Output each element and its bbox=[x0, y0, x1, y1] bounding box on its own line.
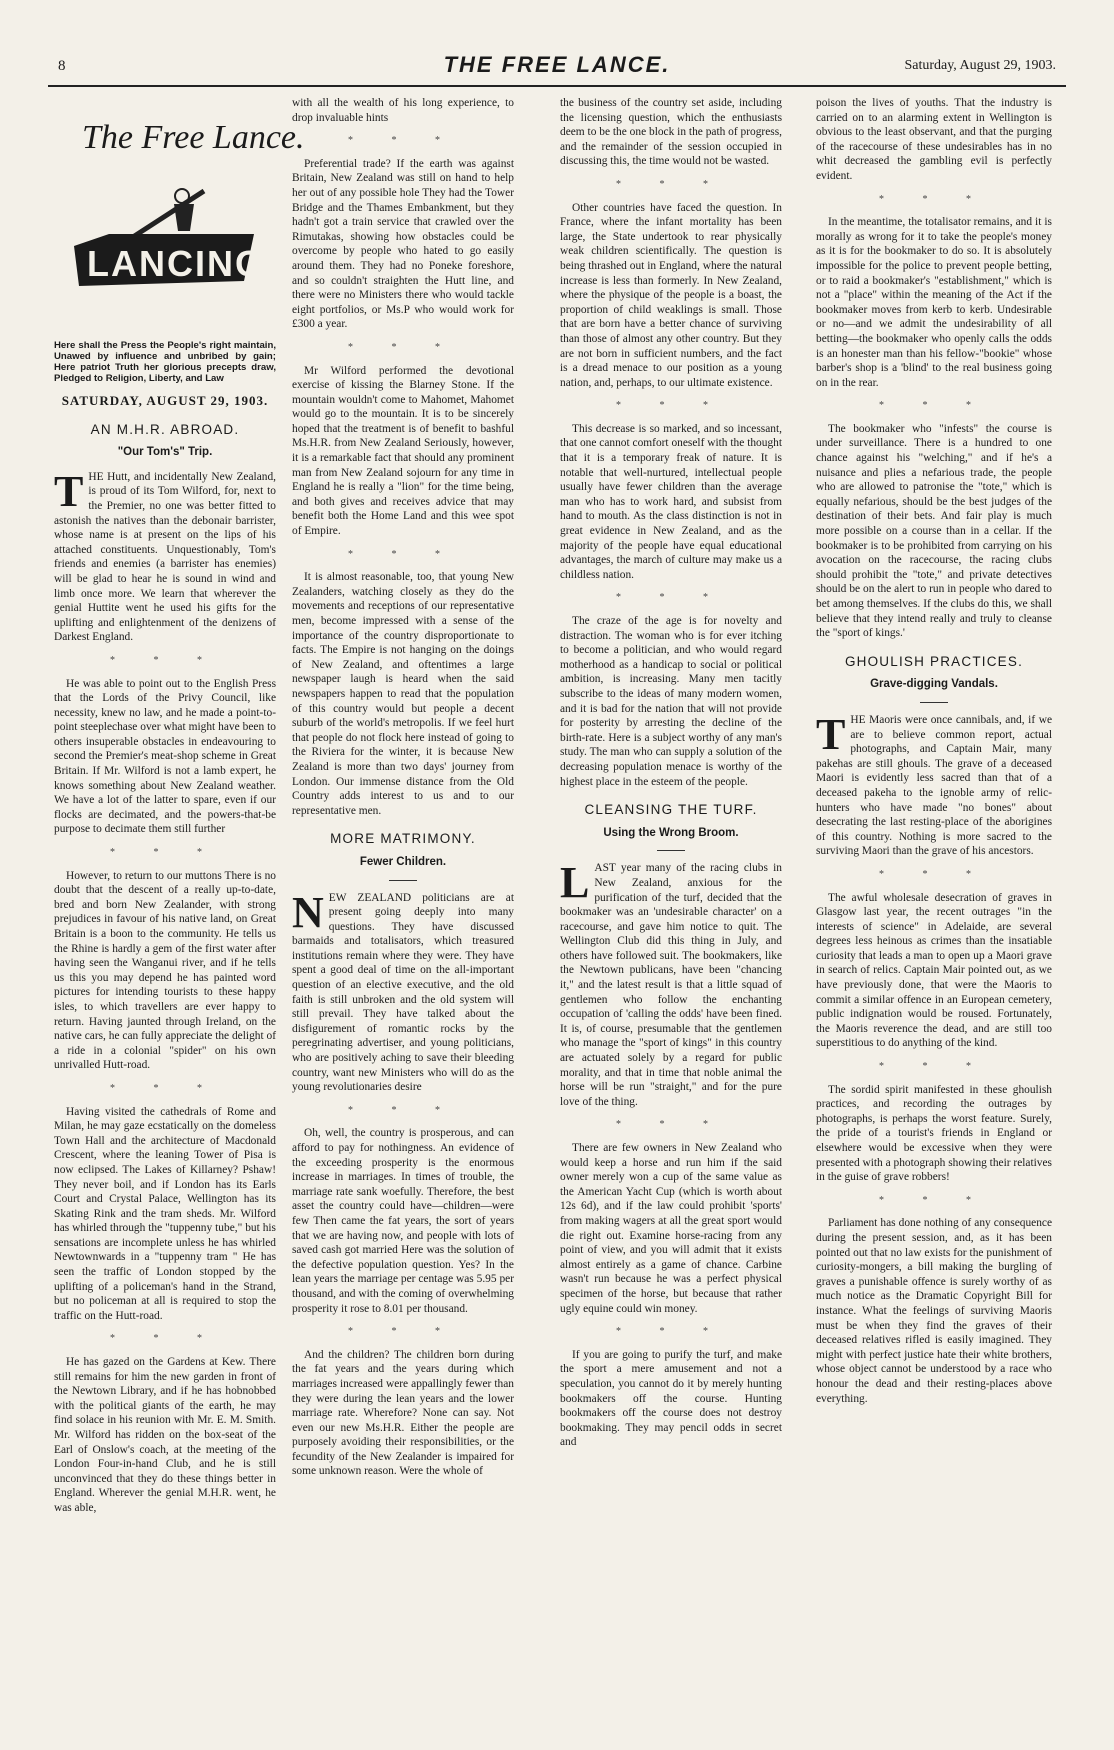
article-paragraph: The sordid spirit manifested in these ghoulish practices, and recording the outrages by photographs, is perhaps the worst feature. Surely, the pride of a tourist's friends in England or elsewhere would be excessive when they were presented with a photograph showing their relatives in the guise of grave robbers! bbox=[816, 1083, 1052, 1184]
separator-stars: * * * bbox=[348, 135, 458, 147]
issue-dateline: SATURDAY, AUGUST 29, 1903. bbox=[61, 393, 269, 408]
article-paragraph: And the children? The children born during the fat years and the years during which marriages increased were appallingly fewer than they were during the lean years and the lower marriage rate. Wherefore? None can say. Not even our new Ms.H.R. Either the people are purposely avoiding their responsibilities, or the fecundity of the New Zealander is impaired for some unknown reason. Were the whole of bbox=[292, 1348, 514, 1478]
separator-stars: * * * bbox=[348, 341, 458, 353]
separator-stars: * * * bbox=[110, 654, 220, 666]
separator-stars: * * * bbox=[616, 1326, 726, 1338]
separator-stars: * * * bbox=[110, 1082, 220, 1094]
article-paragraph: with all the wealth of his long experience, to drop invaluable hints bbox=[292, 97, 514, 124]
drop-cap: N bbox=[292, 887, 324, 937]
column-1 bbox=[54, 96, 305, 1525]
article-paragraph: Having visited the cathedrals of Rome and Milan, he may gaze ecstatically on the domeless Town Hall and the architecture of Macdonald Crescent, where the leaning Tower of Pisa is now eclipsed. The Lakes of Killarney? Pshaw! They never boil, and if London has its Earls Court and Crystal Palace, Wellington has its Skating Rink and the tram sheds. Mr. Wilford has whirled through the "tuppenny tube," but his sensations are incomplete unless he has whirled Newtownwards in a "tuppenny tram " He has seen the traffic of London stopped by the uplifting of a policeman's hand in the Strand, but no policeman at all is required to stop the traffic on the Hutt-road. bbox=[54, 1105, 276, 1322]
article-title: MORE MATRIMONY. bbox=[330, 831, 476, 847]
header-rule bbox=[48, 85, 1066, 87]
separator-stars: * * * bbox=[348, 1104, 458, 1116]
article-paragraph: However, to return to our muttons There is no doubt that the descent of a really up-to-date, bred and born New Zealander, with strong prejudices in favour of his native land, on Great Britain is a boon to the community. He tells us the Rhine is hardly a gem of the first water after having seen the Wanganui river, and if he tells us this you may depend he has painted word pictures for intending tourists to these happy isles, to which travellers are ever happy to return. Having jaunted through Ireland, on the native cars, he can fully appreciate the delight of a ride in a colonial "spider" on his own unrivalled Hutt-road. bbox=[54, 869, 276, 1072]
separator-stars: * * * bbox=[348, 548, 458, 560]
article-paragraph: Parliament has done nothing of any consequence during the present session, and, as it has been pointed out that no law exists for the punishment of curiosity-mongers, a bill making the burgling of graves a punishable offence is surely worthy of as much notice as the Dramatic Copyright Bill for instance. What the feelings of surviving Maoris must be when they find the graves of their deceased relatives rifled is easily imagined. They might with perfect justice hate their white brothers, whose object cannot be understood by a race who honour the dead and their resting-places above everything. bbox=[816, 1217, 1052, 1405]
article-title: GHOULISH PRACTICES. bbox=[844, 653, 1024, 669]
separator-stars: * * * bbox=[348, 1326, 458, 1338]
article-paragraph: NEW ZEALAND politicians are at present going deeply into many questions. They have discussed barmaids and totalisators, which treasured institutions remain where they were. They have spent a good deal of time on the all-important question of an elective executive, and the old faith is still unbroken and the old system will still prevail. They have talked about the disfigurement of romantic rocks by the peregrinating advertiser, and young politicians, who are positively aching to save their bleeding country, want new Ministers who will do as the young revolutionaries desire bbox=[292, 887, 514, 1094]
page-number: 8 bbox=[58, 58, 66, 74]
jester-head-icon bbox=[175, 189, 189, 203]
separator-stars: * * * bbox=[879, 193, 989, 205]
article-title: CLEANSING THE TURF. bbox=[584, 802, 758, 818]
drop-cap: T bbox=[816, 709, 846, 759]
separator-stars: * * * bbox=[616, 1119, 726, 1131]
column-3 bbox=[560, 96, 782, 1459]
separator-stars: * * * bbox=[110, 1333, 220, 1345]
article-paragraph: In the meantime, the totalisator remains, and it is morally as wrong for it to take the people's money as it is for the bookmaker to do so. It is absolutely impossible for the police to prevent people betting, or to raid a bookmaker's "establishment," which is not a "place" within the meaning of the Act if the bookmaker moves from kerb to kerb. Undesirable or no—and we admit the undesirability of all betting—the bookmaker who openly calls the odds is an honester man than his fellow-"bookie" whose barber's shop is a 'blind' to the real business going on in the rear. bbox=[816, 216, 1052, 389]
article-paragraph: The craze of the age is for novelty and distraction. The woman who is for ever itching to become a politician, and who would regard motherhood as a handicap to social or political ambition, is increasing. Many men tacitly subscribe to the ideas of many modern women, and it is bad for the nation that will not provide for posterity by arresting the decline of the birth-rate. Here is a subject worthy of any man's study. The man who can supply a solution of the decreasing population menace is worthy of the highest place in the esteem of the people. bbox=[560, 615, 782, 788]
lancings-logo bbox=[54, 96, 305, 338]
article-paragraph: the business of the country set aside, including the licensing question, which the enthusiasts deem to be the one block in the path of progress, and the remainder of the session occupied in discussing this, the time would not be wasted. bbox=[560, 97, 782, 168]
article-title: AN M.H.R. ABROAD. bbox=[90, 421, 240, 437]
article-paragraph: THE Hutt, and incidentally New Zealand, is proud of its Tom Wilford, for, next to the Premier, no one was better fitted to astonish the natives than the debonair barrister, whose name is at present on the lips of his attached constituents. Unquestionably, Tom's friends and enemies (a barrister has enemies) will be glad to hear he is sound in wind and limb once more. We learn that wherever the genial Huttite went he used his gifts for the uplifting and enlightenment of the denizens of Darkest England. bbox=[54, 466, 276, 644]
article-subtitle: Fewer Children. bbox=[359, 855, 447, 868]
jester-body-icon bbox=[174, 204, 194, 231]
article-paragraph: This decrease is so marked, and so incessant, that one cannot comfort oneself with the thought that it is a temporary freak of nature. It is notable that well-nurtured, intellectual people usually have fewer children than the average man who has to work hard, and subsist from hand to mouth. As the class distinction is not in great evidence in New Zealand, and as the majority of the people have equal educational advantages, the march of culture may make us a childless nation. bbox=[560, 422, 782, 581]
article-paragraph: Other countries have faced the question. In France, where the infant mortality has been large, the State undertook to rear physically weak children scientifically. The question is being thrashed out in England, where the natural increase is less than formerly. In New Zealand, where the physique of the people is a boast, the proportion of child weaklings is small. Those that are born have a better chance of surviving than those of almost any other country. But they are not born in sufficient numbers, and the fact is a dread menace to our position as a young nation, and, perhaps, to our ultimate existence. bbox=[560, 201, 782, 389]
article-paragraph: He was able to point out to the English Press that the Lords of the Privy Council, like necessity, knew no law, and he made a point-to-point steeplechase over what might have been to others insuperable obstacles in endeavouring to second the Premier's meat-shop scheme in Great Britain. If Mr. Wilford is not a lamb expert, he knows something about New Zealand weather. We have a lot of the latter to spare, even if our flocks are decimated, and the powers-that-be purpose to decimate them still further bbox=[54, 677, 276, 836]
separator-stars: * * * bbox=[110, 847, 220, 859]
article-subtitle: Grave-digging Vandals. bbox=[870, 678, 998, 691]
article-paragraph: It is almost reasonable, too, that young New Zealanders, watching closely as they do the movements and receptions of our representative men, become impressed with a sense of the importance of the country disproportionate to facts. The Empire is not hanging on the doings of New Zealand, and oftentimes a large newspaper laugh is heard when the said newspapers happen to read that the population of this country would but people a decent suburb of the world's metropolis. If we feel hurt that people do not flock here instead of going to the Riviera for the winter, it is because New Zealand is more than two days' journey from London. Our immense distance from the Old Country adds interest to us and to our representative men. bbox=[292, 571, 514, 817]
separator-stars: * * * bbox=[879, 400, 989, 412]
column-2 bbox=[292, 96, 514, 1488]
logo-title: The Free Lance. bbox=[82, 119, 305, 156]
article-paragraph: LAST year many of the racing clubs in New Zealand, anxious for the purification of the turf, decided that the bookmaker was an 'undesirable character' on a racecourse, and gave him notice to quit. The Wellington Club did this thing in July, and others have followed suit. The bookmakers, like the Newtown publicans, have been "chancing it," and the latest result is that a little squad of gentlemen who follow the enchanting occupation of 'calling the odds' have been fined. It is, of course, presumable that the gentlemen who manage the "sport of kings" in this country are actuated solely by a regard for public morality, and that in time that noble animal the horse will be run "straight," and for the pure love of the thing. bbox=[560, 858, 782, 1108]
separator-stars: * * * bbox=[879, 868, 989, 880]
short-rule bbox=[657, 850, 685, 851]
short-rule bbox=[389, 880, 417, 881]
separator-stars: * * * bbox=[616, 592, 726, 604]
article-subtitle: "Our Tom's" Trip. bbox=[117, 446, 213, 459]
article-paragraph: Oh, well, the country is prosperous, and can afford to pay for nothingness. An evidence of the exceeding prosperity is the enormous increase in marriages. In times of trouble, the marriage rate sank woefully. Therefore, the best asset the country could have—children—were few Then came the fat years, the sort of years that we are having now, and people with lots of saved cash got married Here was the solution of the defective population question. Yes? In the lean years the marriage per centage was 5.95 per thousand, and with the coming of overwhelming prosperity it rose to 8.01 per thousand. bbox=[292, 1127, 514, 1315]
article-paragraph: Preferential trade? If the earth was against Britain, New Zealand was still on hand to help her out of any possible hole They had the Tower Bridge and the Thames Embankment, but they hadn't got a train service that crawled over the Rimutakas, showing how obstacles could be overcome by people who hated to go easily around them. They had no Poneke foreshore, and so couldn't straighten the Hutt line, and there were no Ministers there who would tackle eight portfolios, or Ms.P who would work for £300 a year. bbox=[292, 157, 514, 331]
short-rule bbox=[920, 702, 948, 703]
separator-stars: * * * bbox=[616, 178, 726, 190]
page-header bbox=[50, 52, 1064, 82]
article-paragraph: Mr Wilford performed the devotional exercise of kissing the Blarney Stone. If the mountain wouldn't come to Mahomet, Mahomet would go to the mountain. It is to be sincerely hoped that the treatment is of benefit to bashful Ms.H.R. from New Zealand Seriously, however, it is a remarkable fact that should any prominent man from New Zealand sojourn for any time in England he is really a "lion" for the time being, and both gives and receives advice that may benefit both the Home Land and this wee spot of Empire. bbox=[292, 364, 514, 538]
article-paragraph: There are few owners in New Zealand who would keep a horse and run him if the said owner merely won a cup of the same value as the American Yacht Cup (which is worth about 12s 6d), and if the law could prohibit 'sports' from making wagers at all the great sport would die right out. Examine horse-racing from any point of view, and you will admit that it exists almost entirely as a game of chance. Carbine wasn't run because he was a perfect physical specimen of the horse, but because that rather ugly equine could win money. bbox=[560, 1142, 782, 1315]
lancings-logo-illustration bbox=[54, 96, 305, 338]
separator-stars: * * * bbox=[879, 1061, 989, 1073]
article-paragraph: poison the lives of youths. That the industry is carried on to an alarming extent in Wellington is obvious to the least observant, and that the purging of the racecourse of these undesirables has in no whit decreased the gambling evil is perfectly evident. bbox=[816, 97, 1052, 182]
article-paragraph: THE Maoris were once cannibals, and, if we are to believe common report, actual photographs, and Captain Mair, many pakehas are still ghouls. The grave of a deceased Maori is evidently less sacred than that of a deceased pakeha to the ignoble army of relic-hunters who have made "no bones" about desecrating the last resting-place of the aborigines of this country. Nothing is more sacred to the surviving Maori than the grave of his ancestors. bbox=[816, 709, 1052, 858]
separator-stars: * * * bbox=[879, 1194, 989, 1206]
article-paragraph: If you are going to purify the turf, and make the sport a mere amusement and not a speculation, you cannot do it by merely hunting bookmakers off the course. Hunting bookmakers off the course does not destroy bookmaking. They may pencil odds in secret and bbox=[560, 1348, 782, 1449]
article-paragraph: The awful wholesale desecration of graves in Glasgow last year, the recent outrages "in the interests of science" in Adelaide, are several degrees less heinous as crimes than the insatiable curiosity that leads a man to open up a Maori grave in search of relics. Captain Mair pointed out, as we have previously done, that were the Maoris to commit a similar offence in an European cemetery, public indignation would be roused. Fortunately, the Maoris reverence the dead, and are still too superstitious to do anything of the kind. bbox=[816, 891, 1052, 1050]
logo-motto: Here shall the Press the People's right maintain, Unawed by influence and unbribed by gain; Here patriot Truth her glorious precepts draw, Pledged to Religion, Liberty, and Law bbox=[54, 340, 276, 384]
banner-text: LANCINGS bbox=[87, 243, 291, 284]
article-paragraph: He has gazed on the Gardens at Kew. There still remains for him the new garden in front of the Newtown Library, and if he has hobnobbed with the political giants of the earth, he may find solace in his reunion with Mr. E. M. Smith. Mr. Wilford has ridden on the box-seat of the Earl of Onslow's coach, at the meeting of the London Four-in-hand Club, and he is still unconvinced that they do these things better in England. Wherever the genial M.H.R. went, he was able, bbox=[54, 1356, 276, 1514]
column-4 bbox=[816, 96, 1052, 1415]
article-subtitle: Using the Wrong Broom. bbox=[603, 826, 739, 839]
header-date: Saturday, August 29, 1903. bbox=[904, 58, 1056, 73]
drop-cap: L bbox=[560, 858, 590, 908]
article-paragraph: The bookmaker who "infests" the course is under surveillance. There is a hundred to one chance against his "welching," and if he's a nuisance and plies a nefarious trade, the people who are allowed to patronise the "tote," which is equally nefarious, should be the best judges of the destination of their bets. And fair play is much more possible on a course than in a cellar. If the bookmaker is to be prohibited from carrying on his avocation on the racecourse, the racing clubs should prohibit the "tote," and private detectives should be on the alert to run in people who dared to bet among themselves. If the clubs do this, we shall believe that they intend really and truly to cleanse the "sport of kings.' bbox=[816, 422, 1052, 640]
masthead: THE FREE LANCE. bbox=[443, 52, 671, 77]
drop-cap: T bbox=[54, 466, 84, 516]
separator-stars: * * * bbox=[616, 400, 726, 412]
